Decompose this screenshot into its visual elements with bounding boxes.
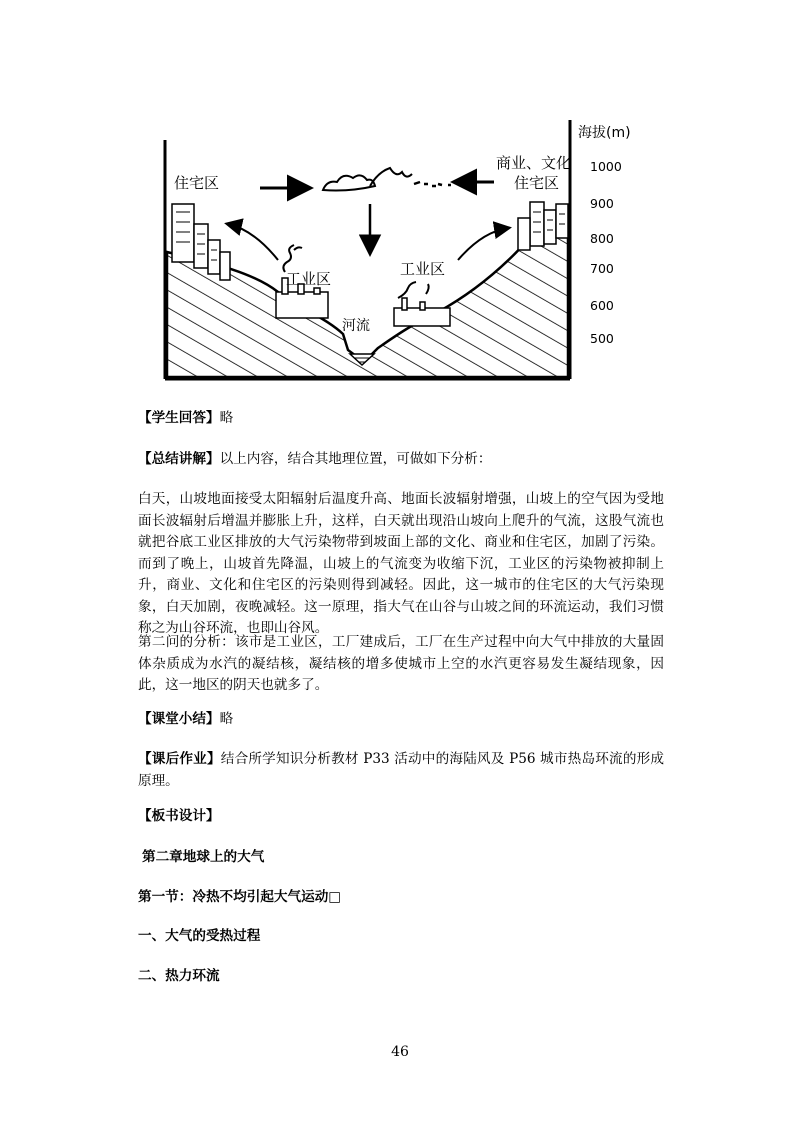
label-industry-right: 工业区 bbox=[400, 260, 446, 278]
altitude-tick-600: 600 bbox=[590, 298, 614, 313]
altitude-tick-700: 700 bbox=[590, 261, 614, 276]
summary-tag: 【总结讲解】 bbox=[138, 451, 220, 467]
label-industry-left: 工业区 bbox=[286, 270, 332, 288]
altitude-tick-500: 500 bbox=[590, 331, 614, 346]
label-residential-left: 住宅区 bbox=[174, 174, 220, 192]
homework-text: 结合所学知识分析教材 P33 活动中的海陆风及 P56 城市热岛环流的形成原理。 bbox=[138, 751, 665, 789]
altitude-tick-1000: 1000 bbox=[590, 159, 622, 174]
student-answer-text: 略 bbox=[219, 410, 234, 426]
subheading-one: 一、大气的受热过程 bbox=[138, 928, 261, 944]
analysis-paragraph-1: 白天，山坡地面接受太阳辐射后温度升高、地面长波辐射增强，山坡上的空气因为受地面长波辐射后增温并膨胀上升，这样，白天就出现沿山坡向上爬升的气流，这股气流也就把谷底工业区排放的大气污染物带到坡面上部的文化、商业和住宅区，加剧了污染。而到了晚上，山坡首先降温，山坡上的气流变为收缩下沉，工业区的污染物被抑制上升，商业、文化和住宅区的污染则得到减轻。因此，这一城市的住宅区的大气污染现象，白天加剧，夜晚减轻。这一原理，指大气在山谷与山坡之间的环流运动，我们习惯称之为山谷环流，也即山谷风。 bbox=[138, 491, 664, 636]
section-heading: 第一节：冷热不均引起大气运动□ bbox=[138, 889, 342, 905]
altitude-axis-label: 海拔(m) bbox=[578, 125, 631, 141]
label-commerce-line2: 住宅区 bbox=[514, 174, 560, 192]
altitude-tick-800: 800 bbox=[590, 231, 614, 246]
label-commerce-line1: 商业、文化 bbox=[496, 154, 572, 172]
altitude-tick-900: 900 bbox=[590, 196, 614, 211]
student-answer-tag: 【学生回答】 bbox=[138, 410, 220, 426]
class-summary-text: 略 bbox=[219, 711, 234, 727]
summary-line bbox=[138, 449, 664, 471]
summary-text: 以上内容，结合其地理位置，可做如下分析： bbox=[219, 451, 492, 467]
homework-tag: 【课后作业】 bbox=[138, 751, 221, 767]
page-number: 46 bbox=[391, 1044, 409, 1060]
class-summary-tag: 【课堂小结】 bbox=[138, 711, 220, 727]
board-design-tag: 【板书设计】 bbox=[138, 808, 220, 824]
valley-circulation-diagram bbox=[158, 112, 631, 390]
student-answer-line bbox=[138, 408, 664, 430]
chapter-heading: 第二章地球上的大气 bbox=[142, 849, 265, 865]
class-summary-line bbox=[138, 709, 664, 731]
homework-line bbox=[138, 749, 664, 792]
subheading-two: 二、热力环流 bbox=[138, 968, 220, 984]
analysis-paragraph-2: 第二问的分析：该市是工业区，工厂建成后，工厂在生产过程中向大气中排放的大量固体杂质成为水汽的凝结核，凝结核的增多使城市上空的水汽更容易发生凝结现象，因此，这一地区的阴天也就多了。 bbox=[138, 634, 664, 693]
board-design-line bbox=[138, 806, 664, 828]
label-river: 河流 bbox=[342, 318, 370, 334]
right-factory bbox=[394, 298, 450, 326]
